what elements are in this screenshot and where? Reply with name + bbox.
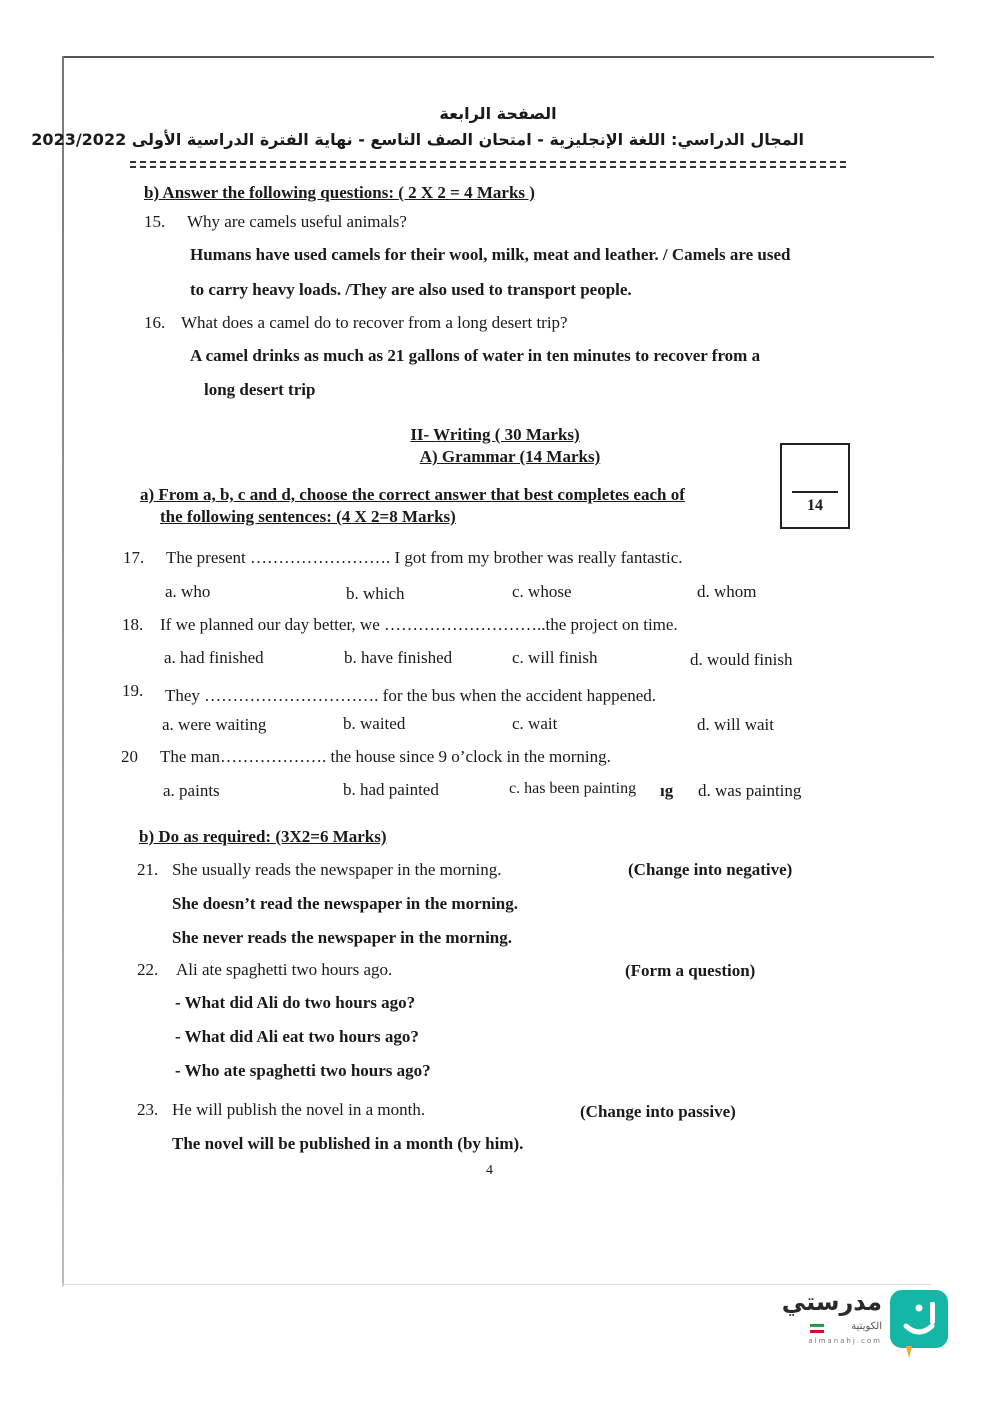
q20-option-c: c. has been painting <box>509 780 637 797</box>
q21-number: 21. <box>137 860 159 879</box>
q19-text: They …………………………. for the bus when the accident happened. <box>165 686 656 705</box>
writing-title: II- Writing ( 30 Marks) <box>410 425 580 444</box>
q18-option-b: b. have finished <box>344 648 453 667</box>
q18-option-c: c. will finish <box>512 648 598 667</box>
q20-stray-mark: ıg <box>660 781 674 800</box>
logo-name: مدرستي <box>781 1288 882 1316</box>
kuwait-flag-red <box>810 1330 824 1333</box>
q15-answer-line1: Humans have used camels for their wool, milk, meat and leather. / Camels are used <box>190 245 791 264</box>
q22-answer-2: - What did Ali eat two hours ago? <box>175 1027 419 1046</box>
page-border-bottom <box>62 1284 932 1285</box>
q17-option-c: c. whose <box>512 582 572 601</box>
q17-option-b: b. which <box>346 584 405 603</box>
kuwait-flag-white <box>810 1327 824 1330</box>
q22-text: Ali ate spaghetti two hours ago. <box>176 960 393 979</box>
section-b-answer-title: b) Answer the following questions: ( 2 X 2 = 4 Marks ) <box>144 183 535 202</box>
score-blank-line <box>792 491 838 493</box>
madrasati-logo <box>781 1288 952 1362</box>
q18-option-a: a. had finished <box>164 648 264 667</box>
q15-answer-line2: to carry heavy loads. /They are also used to transport people. <box>190 280 632 299</box>
section-b-required-title: b) Do as required: (3X2=6 Marks) <box>139 827 387 846</box>
q15-text: Why are camels useful animals? <box>187 212 407 231</box>
section-a-title-line1: a) From a, b, c and d, choose the correct answer that best completes each of <box>140 485 685 504</box>
q18-text: If we planned our day better, we ………………………..the project on time. <box>160 615 678 634</box>
header-divider <box>130 161 846 163</box>
q21-answer-1: She doesn’t read the newspaper in the morning. <box>172 894 519 913</box>
header-divider-2 <box>130 166 846 168</box>
logo-tile <box>890 1290 948 1348</box>
subject-line: المجال الدراسي: اللغة الإنجليزية - امتحان الصف التاسع - نهاية الفترة الدراسية الأولى 2023/2022 <box>31 130 804 149</box>
q23-number: 23. <box>137 1100 159 1119</box>
logo-dot <box>916 1305 923 1312</box>
q20-option-d: d. was painting <box>698 781 802 800</box>
section-a-title-line2: the following sentences: (4 X 2=8 Marks) <box>160 507 456 526</box>
q17-number: 17. <box>123 548 145 567</box>
q19-number: 19. <box>122 681 144 700</box>
q19-option-d: d. will wait <box>697 715 774 734</box>
kuwait-flag-green <box>810 1324 824 1327</box>
score-total: 14 <box>807 497 823 514</box>
q21-text: She usually reads the newspaper in the morning. <box>172 860 502 879</box>
q16-number: 16. <box>144 313 166 332</box>
q23-text: He will publish the novel in a month. <box>172 1100 426 1119</box>
score-box <box>780 443 850 529</box>
page-label: الصفحة الرابعة <box>439 104 557 123</box>
grammar-title: A) Grammar (14 Marks) <box>419 447 601 466</box>
q21-answer-2: She never reads the newspaper in the morning. <box>172 928 513 947</box>
q17-text: The present ……………………. I got from my brother was really fantastic. <box>166 548 683 567</box>
q20-option-a: a. paints <box>163 781 220 800</box>
q23-instruction: (Change into passive) <box>580 1102 736 1121</box>
q21-instruction: (Change into negative) <box>628 860 793 879</box>
page-number: 4 <box>486 1163 493 1178</box>
q20-option-b: b. had painted <box>343 780 439 799</box>
q16-answer-line2: long desert trip <box>204 380 316 399</box>
logo-tail <box>906 1346 912 1358</box>
q18-number: 18. <box>122 615 144 634</box>
q19-option-a: a. were waiting <box>162 715 267 734</box>
q20-text: The man………………. the house since 9 o’clock in the morning. <box>160 747 611 766</box>
q18-option-d: d. would finish <box>690 650 793 669</box>
page-border-top <box>62 56 934 58</box>
page-border-left <box>62 56 64 1286</box>
q19-option-c: c. wait <box>512 714 558 733</box>
q16-text: What does a camel do to recover from a long desert trip? <box>181 313 568 332</box>
q23-answer: The novel will be published in a month (by him). <box>172 1134 524 1153</box>
q22-instruction: (Form a question) <box>625 961 756 980</box>
q16-answer-line1: A camel drinks as much as 21 gallons of water in ten minutes to recover from a <box>190 346 761 365</box>
q17-option-d: d. whom <box>697 582 757 601</box>
q17-option-a: a. who <box>165 582 211 601</box>
logo-sub: الكويتية <box>851 1321 882 1332</box>
q22-answer-1: - What did Ali do two hours ago? <box>175 993 416 1012</box>
q19-option-b: b. waited <box>343 714 406 733</box>
q22-number: 22. <box>137 960 159 979</box>
q20-number: 20 <box>121 747 138 766</box>
logo-bar <box>930 1302 935 1324</box>
logo-url: almanahj.com <box>808 1337 882 1345</box>
q15-number: 15. <box>144 212 166 231</box>
q22-answer-3: - Who ate spaghetti two hours ago? <box>175 1061 431 1080</box>
